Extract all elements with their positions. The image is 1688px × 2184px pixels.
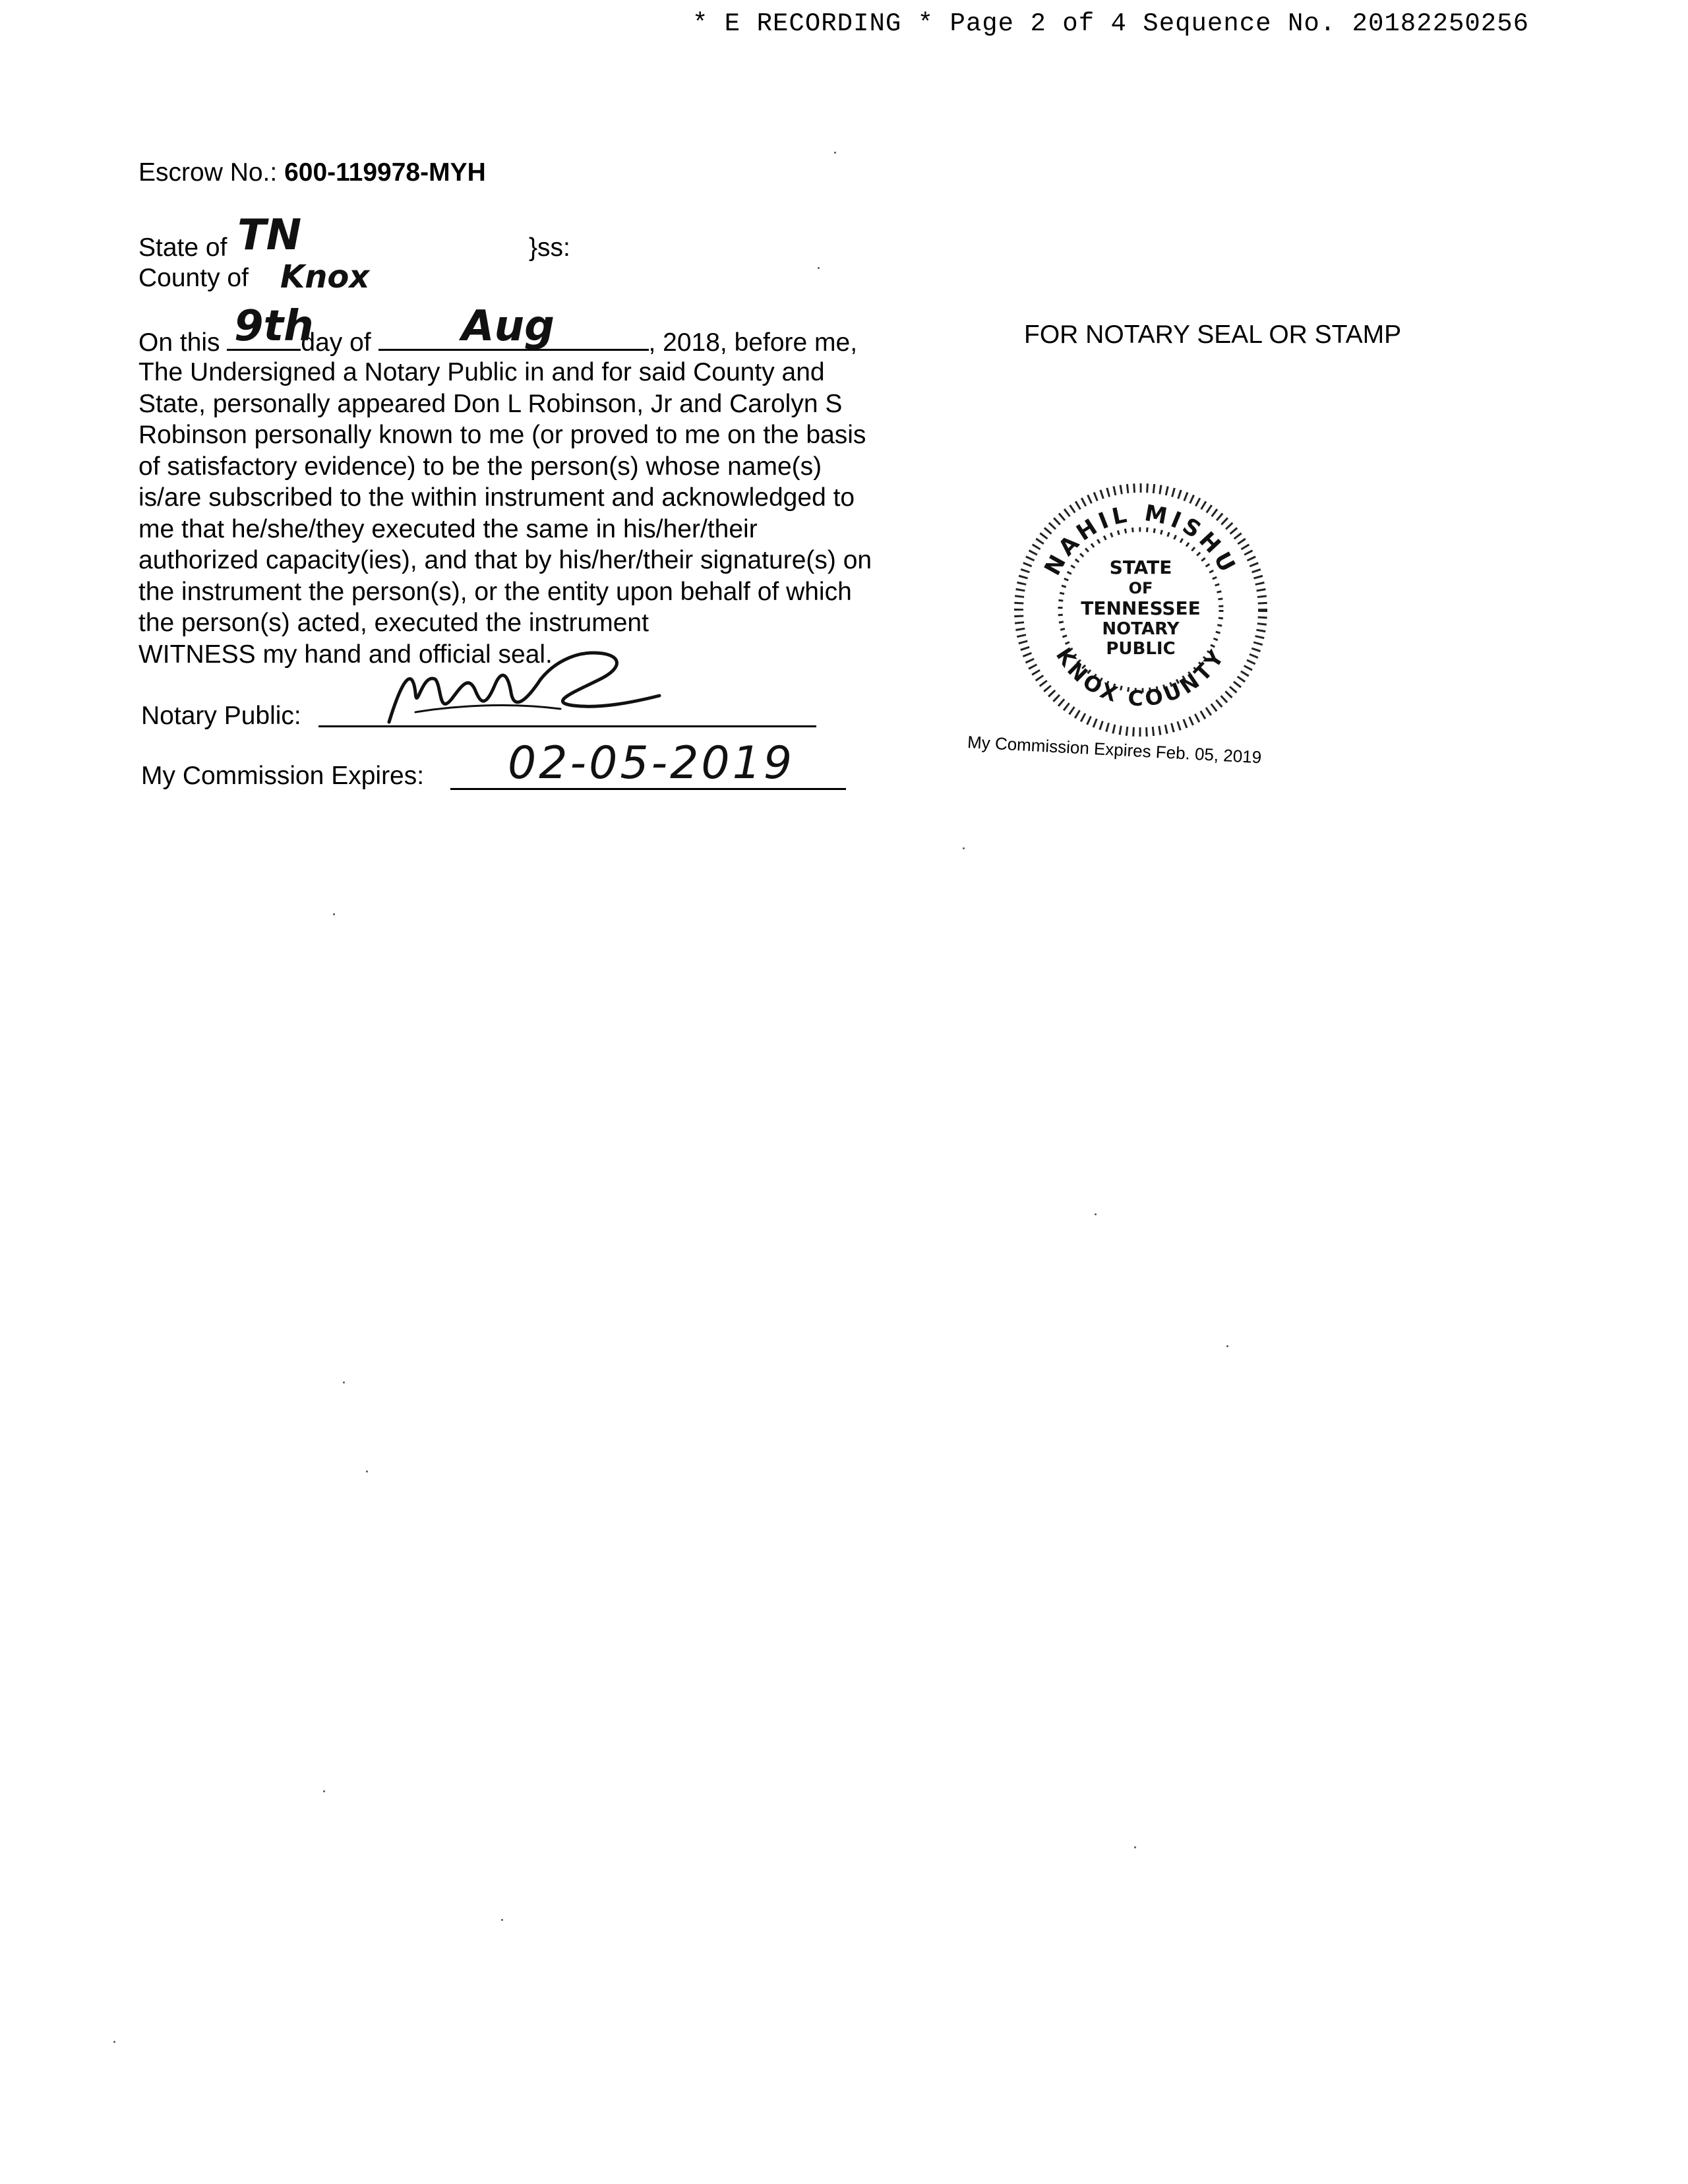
scan-speck xyxy=(1095,1213,1097,1215)
day-handwritten: 9th xyxy=(234,302,314,351)
state-label: State of xyxy=(138,233,227,262)
paragraph-line: the instrument the person(s), or the entity upon behalf of which xyxy=(138,577,852,606)
paragraph-line: State, personally appeared Don L Robinson, Jr and Carolyn S xyxy=(138,389,843,418)
escrow-number xyxy=(138,157,486,189)
state-handwritten: TN xyxy=(237,211,302,260)
notary-signature xyxy=(376,640,686,732)
seal-line: TENNESSEE xyxy=(1081,597,1201,619)
paragraph-line: the person(s) acted, executed the instrument xyxy=(138,609,649,637)
scan-speck xyxy=(323,1790,325,1792)
recording-header: * E RECORDING * Page 2 of 4 Sequence No. 20182250256 xyxy=(692,9,1529,38)
scan-speck xyxy=(333,913,335,915)
scan-speck xyxy=(343,1381,345,1383)
county-handwritten: Knox xyxy=(280,258,370,295)
notary-seal xyxy=(1006,475,1276,745)
scan-speck xyxy=(1226,1345,1228,1347)
scan-speck xyxy=(963,847,965,849)
paragraph-line: authorized capacity(ies), and that by his/her/their signature(s) on xyxy=(138,546,872,574)
commission-expires-label: My Commission Expires: xyxy=(141,762,425,790)
on-this-label: On this xyxy=(138,328,220,357)
seal-line: PUBLIC xyxy=(1106,639,1176,659)
paragraph-line: The Undersigned a Notary Public in and for said County and xyxy=(138,358,825,386)
scan-speck xyxy=(834,152,836,154)
seal-expiration: My Commission Expires Feb. 05, 2019 xyxy=(967,732,1262,768)
paragraph-line: WITNESS my hand and official seal. xyxy=(138,640,553,669)
month-handwritten: Aug xyxy=(462,302,555,351)
paragraph-line: me that he/she/they executed the same in his/her/their xyxy=(138,514,758,543)
seal-line: STATE xyxy=(1109,557,1172,578)
seal-notary-name: NAHIL MISHU xyxy=(1039,500,1242,580)
year-before-label: , 2018, before me, xyxy=(648,328,858,357)
scan-speck xyxy=(818,267,820,269)
escrow-label: Escrow No.: xyxy=(138,158,278,187)
county-label: County of xyxy=(138,264,249,292)
paragraph-line: of satisfactory evidence) to be the person(s) whose name(s) xyxy=(138,452,822,481)
paragraph-line: is/are subscribed to the within instrument and acknowledged to xyxy=(138,483,855,512)
scan-speck xyxy=(113,2041,115,2043)
notary-public-label: Notary Public: xyxy=(141,702,301,730)
scan-speck xyxy=(366,1471,368,1472)
seal-line: NOTARY xyxy=(1102,619,1180,639)
commission-date-handwritten: 02-05-2019 xyxy=(508,737,795,789)
acknowledgment-paragraph xyxy=(138,357,930,670)
seal-county: KNOX COUNTY xyxy=(1050,643,1231,712)
day-of-label: day of xyxy=(301,328,371,357)
ss-bracket: }ss: xyxy=(529,233,570,262)
seal-line: OF xyxy=(1128,579,1153,597)
scan-speck xyxy=(1134,1846,1136,1848)
seal-caption: FOR NOTARY SEAL OR STAMP xyxy=(1024,320,1402,349)
scan-speck xyxy=(501,1919,503,1921)
paragraph-line: Robinson personally known to me (or proved to me on the basis xyxy=(138,421,866,449)
escrow-value: 600-119978-MYH xyxy=(284,158,486,187)
